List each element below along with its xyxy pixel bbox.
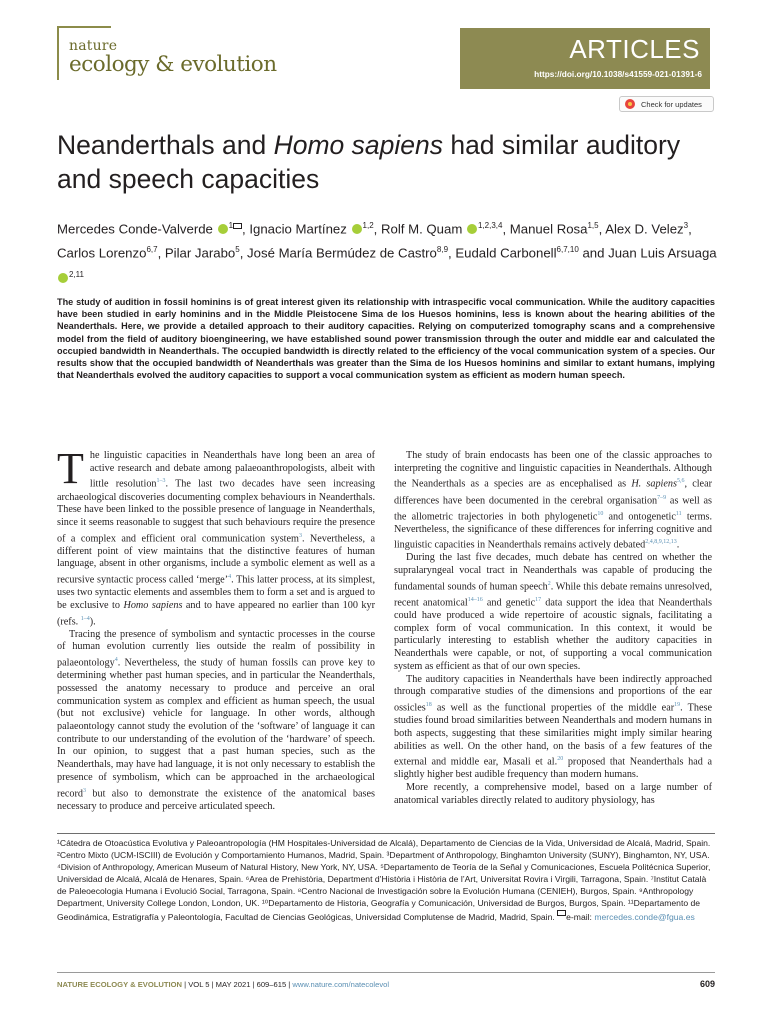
article-title [57,128,712,196]
author-affiliation: 1,2 [362,221,374,230]
citation-ref[interactable]: 4 [228,574,232,581]
author-affiliation: 2,11 [69,269,84,279]
email-link[interactable]: mercedes.conde@fgua.es [594,911,695,922]
citation-ref[interactable]: 10 [597,510,604,517]
paragraph [394,782,712,807]
paragraph [394,674,712,782]
author-name[interactable]: , Pilar Jarabo [157,245,236,261]
author-list [57,215,717,288]
author-affiliation: 5 [235,245,240,255]
author-affiliation: 6,7,10 [556,245,579,255]
paragraph-text: . Nevertheless, the study of human fossils can prove key to determining whether past human species, and in particular the Neanderthals, possessed the anatomy necessary to produce and perceive an oral communication system as complex and efficient as human speech, the usual (but not exclusive) vehicle for language. In other words, although palaeontology cannot study the evolution of the ‘software’ of language it can contribute to our understanding of the evolution of the ‘hardware’ of speech. In our opinion, to suggest that a past human species, such as the Neanderthals, may have had language, it is not only necessary to establish the presence of symbolism, which can be approached in the archaeological record [57,657,375,799]
footer-divider [57,972,715,973]
paragraph-text: proposed that Neanderthals had a slightly higher best audible frequency than modern humans. [394,756,712,781]
page-footer [57,980,715,989]
paragraph-text: . This latter process, at its simplest, uses two syntactic elements and assembles them to form a set and is argued to be exclusive to [57,574,375,611]
body-column-left [57,444,376,813]
citation-ref[interactable]: 2,4,8,9,12,13 [645,539,677,546]
paragraph-text: data support the idea that Neanderthals could have produced a wide repertoire of acoustic signals, facilitating a complex form of vocal communication. In this context, it would be particularly interesting to establish whether the auditory capacities in Neanderthals were capable, or not, of supporting a vocal communication system as efficient as that of our own species. [394,597,713,672]
page-number: 609 [699,979,715,989]
section-banner [460,28,710,89]
orcid-icon[interactable] [467,224,477,234]
paragraph [394,450,712,552]
paragraph-text: More recently, a comprehensive model, based on a large number of anatomical variables directly related to auditory physiology, has [394,782,712,806]
journal-masthead [57,26,277,82]
orcid-icon[interactable] [218,224,228,234]
paragraph-text: . The last two decades have seen increasing archaeological discoveries documenting complex behaviours in Neanderthals. These have been linked to the possible presence of language in Neanderthals, since it seems reasonable to suggest that such behaviours require the presence of a complex and efficient oral communication system [57,478,375,544]
author-name[interactable]: , Alex D. Velez [598,221,684,237]
italic-term: H. sapiens [631,478,677,490]
citation-ref[interactable]: 3 [83,787,87,794]
citation-ref[interactable]: 20 [557,756,564,763]
orcid-icon[interactable] [58,273,68,283]
drop-cap: T [57,444,84,493]
footnote-divider [57,833,715,834]
paragraph-text: terms. Nevertheless, the significance of these differences for inferring cognitive and linguistic capacities in Neanderthals remains actively debated [394,510,713,551]
abstract: The study of audition in fossil hominins is of great interest given its relationship with intraspecific vocal communication. While the auditory capacities have been studied in early hominins and in the Middle Pleistocene Sima de los Huesos hominins, less is known about the hearing abilities of the Neanderthals. Here, we provide a detailed approach to their auditory capacities. Relying on computerized tomography scans and a comprehensive model from the field of auditory bioengineering, we have established sound power transmission through the outer and middle ear and calculated the occupied bandwidth in Neanderthals. The occupied bandwidth is directly related to the efficiency of the vocal communication system of a species. Our results show that the occupied bandwidth of Neanderthals was greater than the Sima de los Huesos hominins and similar to extant humans, implying that Neanderthals evolved the auditory capacities to support a vocal communication system as efficient as modern human speech. [57,297,715,381]
author-name[interactable]: , José María Bermúdez de Castro [239,245,437,261]
paragraph-text: . While this debate remains unresolved, recent anatomical [394,581,712,609]
author-name[interactable]: , Eudald Carbonell [448,245,557,261]
check-for-updates-label: Check for updates [641,99,702,109]
author-affiliation: 1,5 [587,221,599,230]
title-italic: Homo sapiens [273,130,443,160]
citation-ref[interactable]: 3 [298,532,302,539]
author-name[interactable]: , Rolf M. Quam [373,221,463,237]
author-affiliation: 6,7 [146,245,158,255]
check-for-updates-button[interactable] [619,96,714,112]
footer-journal: NATURE ECOLOGY & EVOLUTION [57,980,183,989]
envelope-icon[interactable] [233,223,242,229]
section-label: ARTICLES [569,34,700,64]
masthead-nature: nature [69,38,118,54]
citation-ref[interactable]: 1–3 [156,478,166,485]
masthead-corner-horizontal [57,26,111,28]
author-name[interactable]: , Carlos Lorenzo [57,221,692,261]
orcid-icon[interactable] [352,224,362,234]
paragraph-text: . These studies found broad similarities between Neanderthals and modern humans in both aspects, suggesting that these similarities might imply similar hearing abilities as well. On the other hand, on the basis of a few features of the external and middle ear, Masali et al. [394,702,712,768]
paragraph-text: and to have appeared no earlier than 100 kyr (refs. [57,599,375,627]
citation-ref[interactable]: 11 [675,510,682,517]
body-column-right [394,450,712,807]
envelope-icon [557,910,566,916]
author-affiliation: 1,2,3,4 [477,221,503,230]
citation-ref[interactable]: 4 [114,657,118,664]
paragraph-text: The auditory capacities in Neanderthals have been indirectly approached through comparative studies of the dimensions and proportions of the ear ossicles [394,673,712,714]
author-name[interactable]: and Juan Luis Arsuaga [578,245,717,261]
citation-ref[interactable]: 19 [674,702,681,708]
citation-ref[interactable]: 2 [547,580,551,587]
author-name[interactable]: , Manuel Rosa [502,221,588,237]
paragraph-text: as well as the functional properties of the middle ear [431,702,675,714]
paragraph [57,444,376,629]
paragraph-text: and ontogenetic [603,510,676,522]
paragraph [57,629,375,814]
paragraph-text: Tracing the presence of symbolism and syntactic processes in the course of human evolution currently lies outside the realm of possibility in palaeontology [57,628,375,669]
citation-ref[interactable]: 1–4 [80,615,90,622]
author-name[interactable]: , Ignacio Martínez [242,221,347,237]
author-affiliation: 8,9 [436,245,449,255]
affiliations-footnote [57,837,715,923]
doi-link[interactable]: https://doi.org/10.1038/s41559-021-01391-6 [534,69,702,79]
paragraph-text: but also to demonstrate the existence of the anatomical bases necessary to produce and perceive articulated speech. [57,787,375,812]
author-affiliation: 3 [683,221,689,230]
paragraph-text: . [676,539,680,551]
masthead-journal-name: ecology & evolution [69,52,277,77]
paragraph-text: ). [89,616,96,627]
author-name[interactable]: Mercedes Conde-Valverde [57,221,213,237]
paragraph [394,552,712,673]
italic-term: Homo sapiens [123,599,183,611]
citation-ref[interactable]: 18 [425,702,432,708]
paragraph-text: , clear differences have been documented in the cerebral organisation [394,478,712,506]
footer-info: | VOL 5 | MAY 2021 | 609–615 | [182,980,293,989]
paragraph-text: and genetic [482,597,536,609]
affiliations-text: ¹Cátedra de Otoacústica Evolutiva y Paleoantropología (HM Hospitales-Universidad de Alcalá), Departamento de Ciencias de la Vida, Universidad de Alcalá, Madrid, Spain. ²Centro Mixto (UCM-ISCIII) de Evolución y Comportamiento Humanos, Madrid, Spain. ³Department of Anthropology, Binghamton University (SUNY), Binghamton, NY, USA. ⁴Division of Anthropology, American Museum of Natural History, New York, NY, USA. ⁵Departamento de Teoría de la Señal y Comunicaciones, Escuela Politécnica Superior, Universidad de Alcalá, Alcalá de Henares, Spain. ⁶Area de Prehistòria, Department d’Història i Història de l’Art, Universitat Rovira i Virgili, Tarragona, Spain. ⁷Institut Català de Paleoecologia Humana i Evolució Social, Tarragona, Spain. ⁸Centro Nacional de Investigación sobre la Evolución Humana (CENIEH), Burgos, Spain. ⁹Anthropology Department, University College London, London, UK. ¹⁰Departamento de Historia, Geografía y Comunicación, Universidad de Burgos, Burgos, Spain. ¹¹Departamento de Geodinámica, Estratigrafía y Paleontología, Facultad de Ciencias Geológicas, Universidad Complutense de Madrid, Madrid, Spain. [57,838,711,922]
paragraph-text: During the last five decades, much debate has centred on whether the supralaryngeal vocal tract in Neanderthals was capable of producing the fundamental sounds of human speech [394,552,712,593]
masthead-corner-vertical [57,26,59,80]
citation-ref[interactable]: 5,6 [676,478,685,485]
email-label: e-mail: [566,911,595,922]
title-part1: Neanderthals and [57,130,274,160]
paragraph-text: The study of brain endocasts has been one of the classic approaches to interpreting the cognitive and linguistic capacities in Neanderthals. Although the Neanderthals as a species are as encephalised as [394,450,712,490]
crossmark-icon [625,99,635,109]
citation-ref[interactable]: 17 [535,596,542,603]
author-affiliation: 1 [228,221,234,230]
paragraph-text: he linguistic capacities in Neanderthals have long been an area of active research and debate among palaeoanthropologists, albeit with little resolution [89,450,375,490]
citation-ref[interactable]: 7–9 [657,494,667,501]
paragraph-text: as well as the allometric trajectories in both phylogenetic [394,494,713,522]
paragraph-text: . Nevertheless, a different point of view maintains that the distinctive features of human language, absent in other organisms, include a symbolic element as well as a recursive syntactic process called ‘merge’ [57,533,376,586]
footer-url[interactable]: www.nature.com/natecolevol [292,980,390,989]
title-part2: had similar auditory and speech capacities [57,130,681,194]
citation-ref[interactable]: 14–16 [467,596,483,603]
